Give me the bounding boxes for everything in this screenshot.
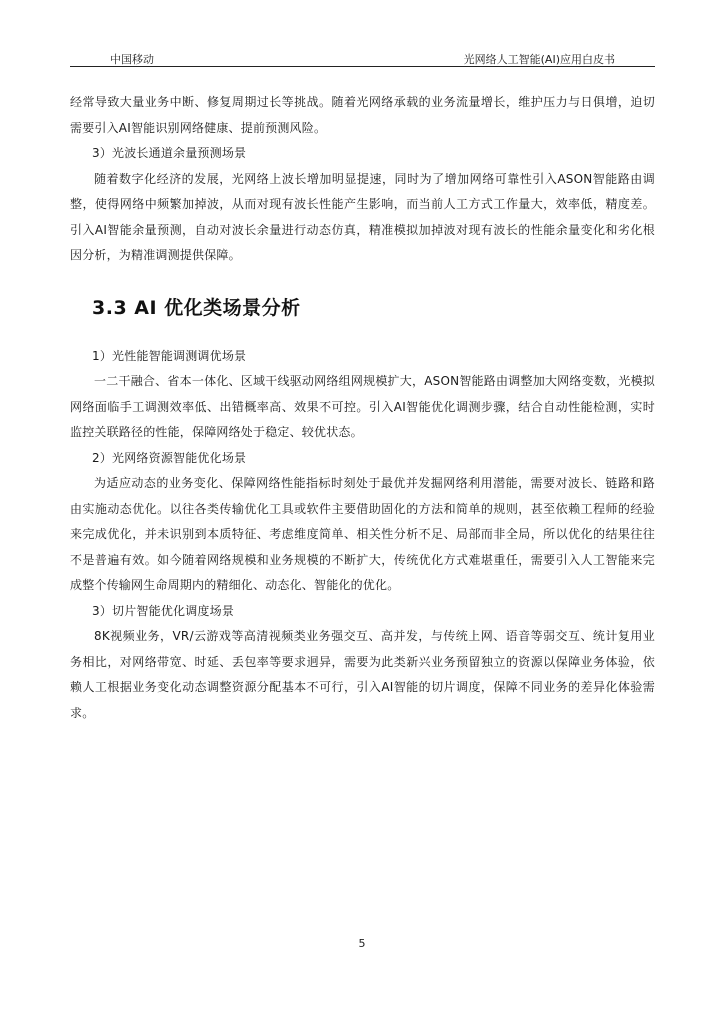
section-heading-3-3: 3.3 AI 优化类场景分析 — [92, 296, 301, 319]
page-number: 5 — [358, 937, 366, 950]
paragraph-wavelength-margin: 随着数字化经济的发展，光网络上波长增加明显提速，同时为了增加网络可靠性引入ASON智能路由调整，使得网络中频繁加掉波，从而对现有波长性能产生影响，而当前人工方式工作量大，效率低，精度差。引入AI智能余量预测，自动对波长余量进行动态仿真，精准模拟加掉波对现有波长的性能余量变化和劣化根因分析，为精准调测提供保障。 — [70, 171, 655, 262]
subsection-heading-slice-scheduling: 3）切片智能优化调度场景 — [92, 603, 235, 618]
subsection-heading-resource-optimization: 2）光网络资源智能优化场景 — [92, 450, 247, 465]
page-header — [70, 48, 655, 68]
page-body — [70, 90, 655, 726]
paragraph-continuation: 经常导致大量业务中断、修复周期过长等挑战。随着光网络承载的业务流量增长，维护压力与日俱增，迫切需要引入AI智能识别网络健康、提前预测风险。 — [70, 95, 655, 135]
paragraph-resource-optimization: 为适应动态的业务变化、保障网络性能指标时刻处于最优并发掘网络利用潜能，需要对波长、链路和路由实施动态优化。以往各类传输优化工具或软件主要借助固化的方法和简单的规则，甚至依赖工程师的经验来完成优化，并未识别到本质特征、考虑维度简单、相关性分析不足、局部而非全局，所以优化的结果往往不是普遍有效。如今随着网络规模和业务规模的不断扩大，传统优化方式难堪重任，需要引入人工智能来完成整个传输网生命周期内的精细化、动态化、智能化的优化。 — [70, 476, 655, 592]
paragraph-slice-scheduling: 8K视频业务，VR/云游戏等高清视频类业务强交互、高并发，与传统上网、语音等弱交互、统计复用业务相比，对网络带宽、时延、丢包率等要求迥异，需要为此类新兴业务预留独立的资源以保障业务体验，依赖人工根据业务变化动态调整资源分配基本不可行，引入AI智能的切片调度，保障不同业务的差异化体验需求。 — [70, 629, 655, 720]
header-divider — [70, 66, 655, 67]
subsection-heading-wavelength-margin: 3）光波长通道余量预测场景 — [92, 146, 247, 160]
paragraph-optical-tuning: 一二干融合、省本一体化、区域干线驱动网络组网规模扩大，ASON智能路由调整加大网络变数，光模拟网络面临手工调测效率低、出错概率高、效果不可控。引入AI智能优化调测步骤，结合自动性能检测，实时监控关联路径的性能，保障网络处于稳定、较优状态。 — [70, 374, 655, 439]
header-document-title: 光网络人工智能(AI)应用白皮书 — [463, 53, 615, 66]
header-organization: 中国移动 — [110, 53, 154, 66]
subsection-heading-optical-tuning: 1）光性能智能调测调优场景 — [92, 348, 247, 363]
